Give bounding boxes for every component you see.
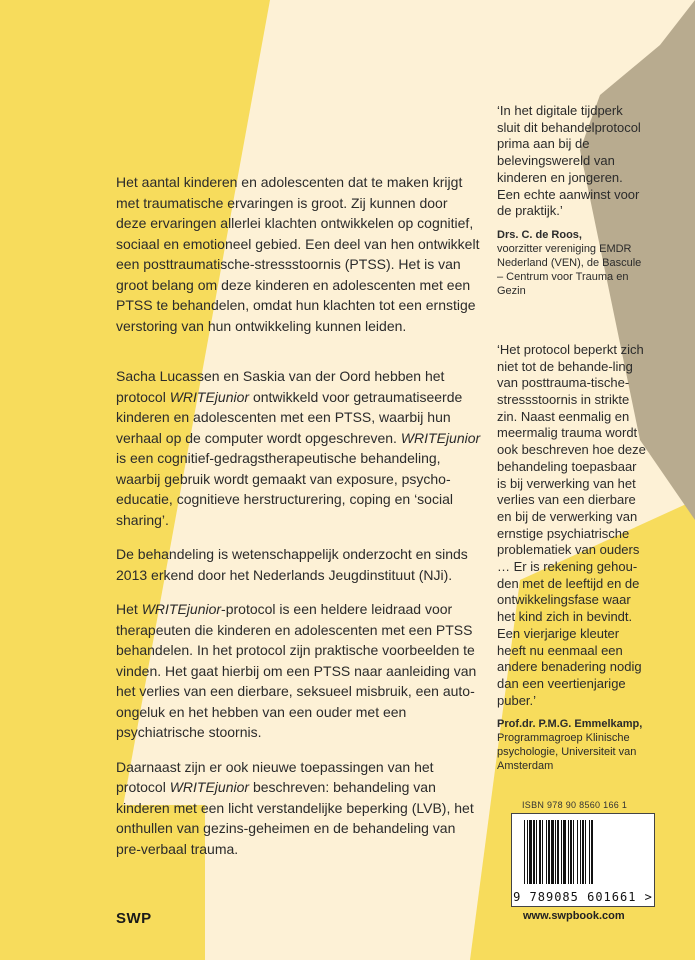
barcode-bar <box>524 820 525 884</box>
barcode-bar <box>573 820 574 884</box>
paragraph-5: Daarnaast zijn er ook nieuwe toepassingen van het protocol WRITEjunior beschreven: behandeling van kinderen met een licht verstandelijke beperking (LVB), het onthullen van gezins-geheimen en de behandeling van pre-verbaal trauma. <box>116 758 474 857</box>
website-url: www.swpbook.com <box>523 910 625 922</box>
endorsement-1 <box>497 103 647 298</box>
barcode-bars <box>512 814 654 888</box>
barcode-bar <box>557 820 559 884</box>
barcode-bar <box>577 820 578 884</box>
barcode-bar <box>563 820 566 884</box>
barcode-bar <box>589 820 590 884</box>
barcode-bar <box>529 820 532 884</box>
main-text <box>116 172 481 873</box>
barcode-bar <box>582 820 584 884</box>
quote-text: ‘In het digitale tijdperk sluit dit behandelprotocol prima aan bij de belevingswereld van kinderen en jongeren. Een echte aanwinst voor de praktijk.’ <box>497 103 641 219</box>
paragraph-3: De behandeling is wetenschappelijk onderzocht en sinds 2013 erkend door het Nederlands Jeugdinstituut (NJi). <box>116 546 468 583</box>
quote-author: Prof.dr. P.M.G. Emmelkamp, Programmagroep Klinische psychologie, Universiteit van Amsterdam <box>497 718 643 773</box>
barcode-bar <box>546 820 547 884</box>
barcode-bar <box>585 820 586 884</box>
paragraph-2: Sacha Lucassen en Saskia van der Oord hebben het protocol WRITEjunior ontwikkeld voor getraumatiseerde kinderen en adolescenten met een PTSS, waarbij hun verhaal op de computer wordt opgeschreven. WRITEjunior is een cognitief-gedragstherapeutische behandeling, waarbij gebruik wordt gemaakt van exposure, psycho-educatie, cognitieve herstructurering, coping en ‘social sharing’. <box>116 368 481 528</box>
barcode-digits: 9 789085 601661 > <box>513 890 653 904</box>
isbn-label: ISBN 978 90 8560 166 1 <box>522 800 628 810</box>
publisher-logo: SWP <box>116 910 152 927</box>
quote-author: Drs. C. de Roos, voorzitter vereniging EMDR Nederland (VEN), de Bascule – Centrum voor Trauma en Gezin <box>497 228 642 297</box>
barcode-bar <box>542 820 543 884</box>
paragraph-4: Het WRITEjunior-protocol is een heldere leidraad voor therapeuten die kinderen en adolescenten met een PTSS behandelen. In het protocol zijn praktische voorbeelden te vinden. Het gaat hierbij om een PTSS naar aanleiding van het verlies van een dierbare, seksueel misbruik, een auto-ongeluk en het hebben van een ouder met een psychiatrische stoornis. <box>116 601 477 740</box>
paragraph-1: Het aantal kinderen en adolescenten dat te maken krijgt met traumatische ervaringen is groot. Zij kunnen door deze ervaringen allerlei klachten ontwikkelen op cognitief, sociaal en emotioneel gebied. Een deel van hen ontwikkelt een posttraumatische-stressstoornis (PTSS). Het is van groot belang om deze kinderen en adolescenten met een PTSS te behandelen, omdat hun klachten tot een ernstige verstoring van hun ontwikkeling kunnen leiden. <box>116 174 480 334</box>
barcode-bar <box>591 820 593 884</box>
barcode-bar <box>533 820 535 884</box>
barcode-bar <box>527 820 528 884</box>
barcode-bar <box>580 820 581 884</box>
barcode-bar <box>568 820 569 884</box>
barcode-bar <box>539 820 541 884</box>
barcode-bar <box>548 820 550 884</box>
barcode-bar <box>536 820 537 884</box>
endorsement-2 <box>497 342 647 773</box>
barcode-bar <box>551 820 554 884</box>
barcode <box>511 813 655 907</box>
barcode-bar <box>561 820 562 884</box>
quote-text: ‘Het protocol beperkt zich niet tot de behande-ling van posttrauma-tische-stressstoornis in strikte zin. Naast eenmalig en meermalig trauma wordt ook beschreven hoe deze behandeling toepasbaar is bij verwerking van het verlies van een dierbare en bij de verwerking van ernstige psychiatrische problematiek van ouders … Er is rekening gehou-den met de leeftijd en de ontwikkelingsfase waar het kind zich in bevindt. Een vierjarige kleuter heeft nu eenmaal een andere benadering nodig dan een veertienjarige puber.’ <box>497 341 646 708</box>
endorsements <box>497 103 647 773</box>
barcode-bar <box>570 820 572 884</box>
barcode-bar <box>555 820 556 884</box>
